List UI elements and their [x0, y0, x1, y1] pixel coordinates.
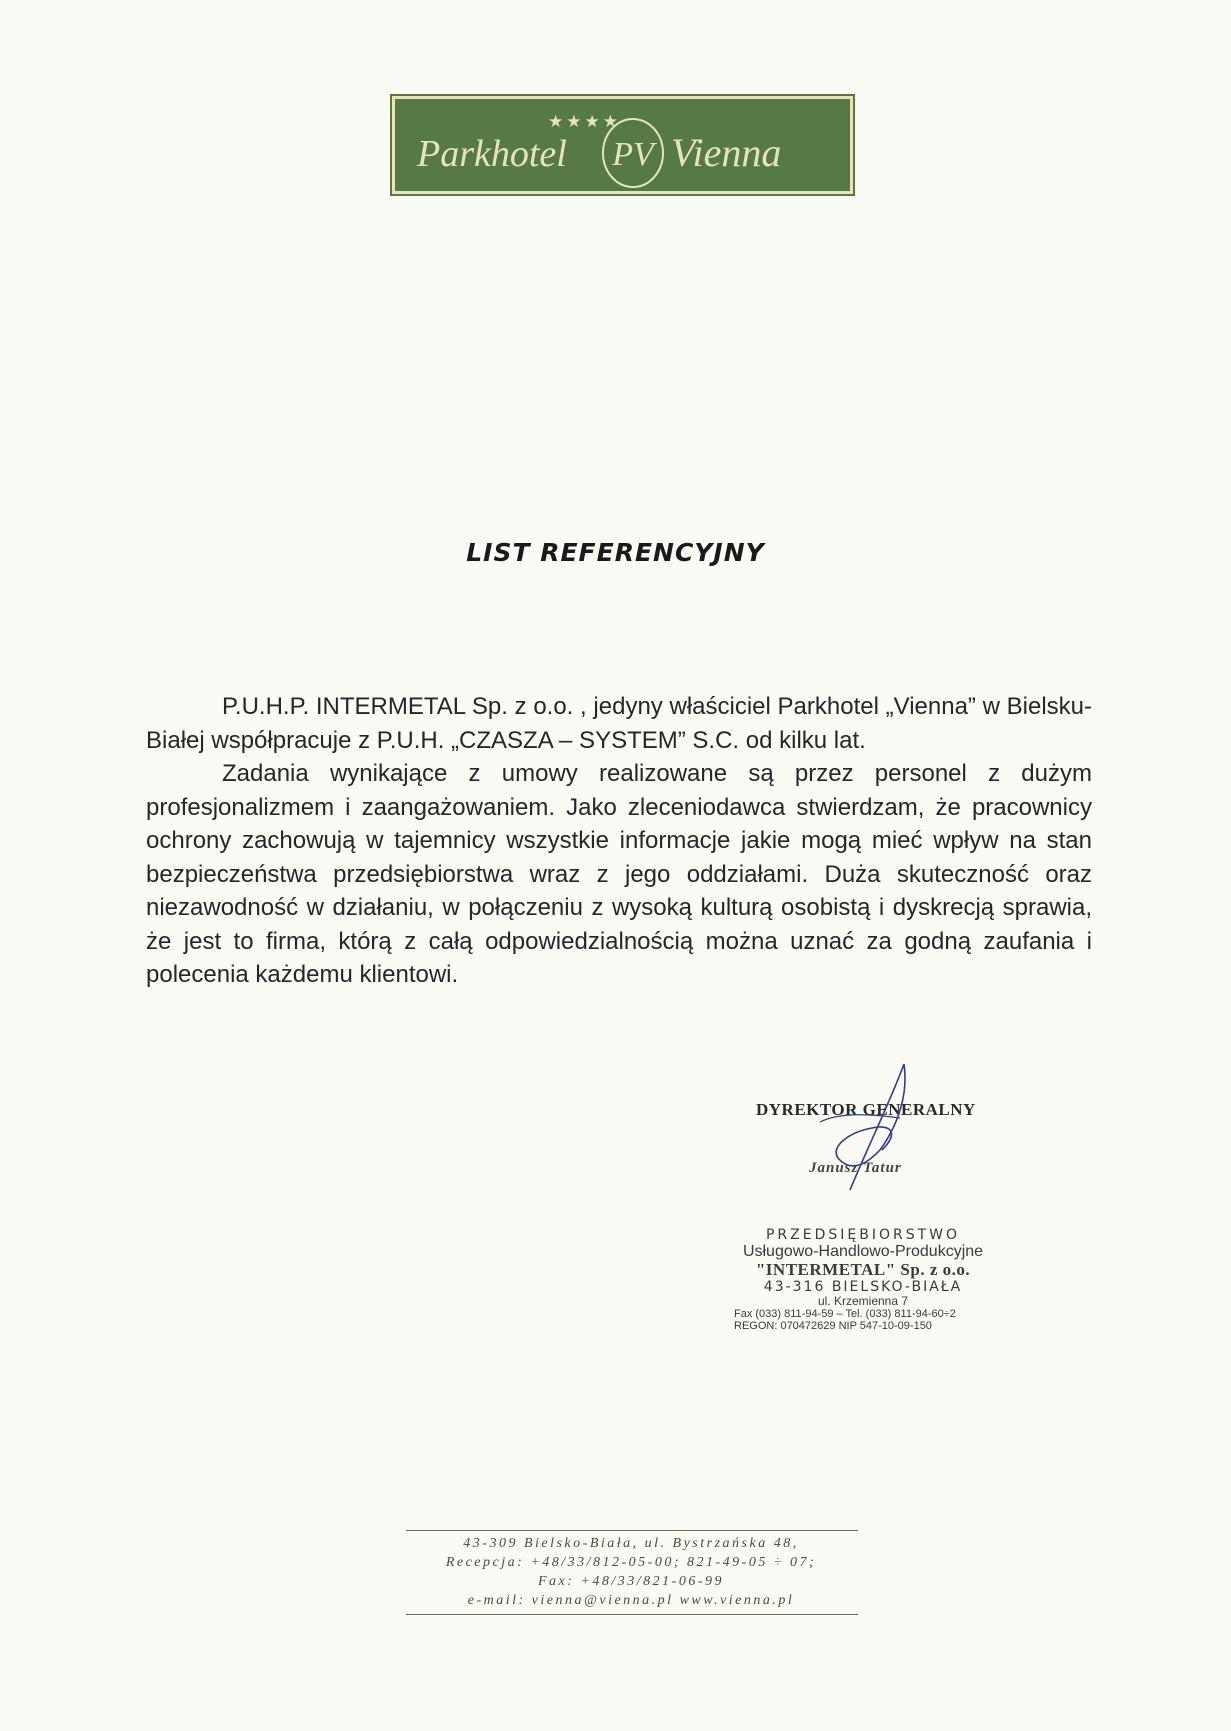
letter-body — [146, 690, 1092, 992]
handwritten-signature — [810, 1062, 920, 1202]
stamp-line-5: ul. Krzemienna 7 — [817, 1294, 909, 1309]
hotel-footer — [400, 1534, 862, 1610]
signature-title: DYREKTOR GENERALNY — [756, 1100, 976, 1119]
footer-divider-top — [406, 1530, 858, 1531]
stamp-line-1: PRZEDSIĘBIORSTWO — [765, 1227, 961, 1243]
footer-fax: Fax: +48/33/821-06-99 — [538, 1574, 724, 1589]
logo-stars: ★★★★ — [548, 112, 621, 132]
company-stamp — [720, 1228, 1006, 1332]
paragraph-2: Zadania wynikające z umowy realizowane są przez personel z dużym profesjonalizmem i zaangażowaniem. Jako zleceniodawca stwierdzam, że pracownicy ochrony zachowują w tajemnicy wszystkie informacje jakie mogą mieć wpływ na stan bezpieczeństwa przedsiębiorstwa wraz z jego oddziałami. Duża skuteczność oraz niezawodność w działaniu, w połączeniu z wysoką kulturą osobistą i dyskrecją sprawia, że jest to firma, którą z całą odpowiedzialnością można uznać za godną zaufania i polecenia każdemu klientowi. — [146, 760, 1092, 988]
logo-text-left: Parkhotel — [417, 133, 567, 175]
stamp-line-3: "INTERMETAL" Sp. z o.o. — [755, 1259, 971, 1279]
paragraph-1: P.U.H.P. INTERMETAL Sp. z o.o. , jedyny właściciel Parkhotel „Vienna” w Bielsku-Białej współpracuje z P.U.H. „CZASZA – SYSTEM” S.C. od kilku lat. — [146, 693, 1092, 754]
stamp-line-7: REGON: 070472629 NIP 547-10-09-150 — [734, 1320, 932, 1333]
stamp-line-4: 43-316 BIELSKO-BIAŁA — [763, 1278, 963, 1295]
footer-address: 43-309 Bielsko-Biała, ul. Bystrzańska 48, — [463, 1536, 799, 1551]
stamp-line-2: Usługowo-Handlowo-Produkcyjne — [742, 1243, 984, 1261]
document-title: LIST REFERENCYJNY — [466, 538, 765, 567]
stamp-line-6: Fax (033) 811-94-59 – Tel. (033) 811-94-60÷2 — [734, 1308, 956, 1321]
hotel-logo — [392, 96, 853, 194]
footer-divider-bottom — [406, 1614, 858, 1615]
signature-name: Janusz Tatur — [809, 1160, 902, 1176]
logo-text-right: Vienna — [671, 130, 782, 175]
footer-reception: Recepcja: +48/33/812-05-00; 821-49-05 ÷ 07; — [445, 1555, 817, 1570]
footer-contact: e-mail: vienna@vienna.pl www.vienna.pl — [467, 1593, 795, 1608]
logo-monogram: PV — [612, 136, 654, 173]
